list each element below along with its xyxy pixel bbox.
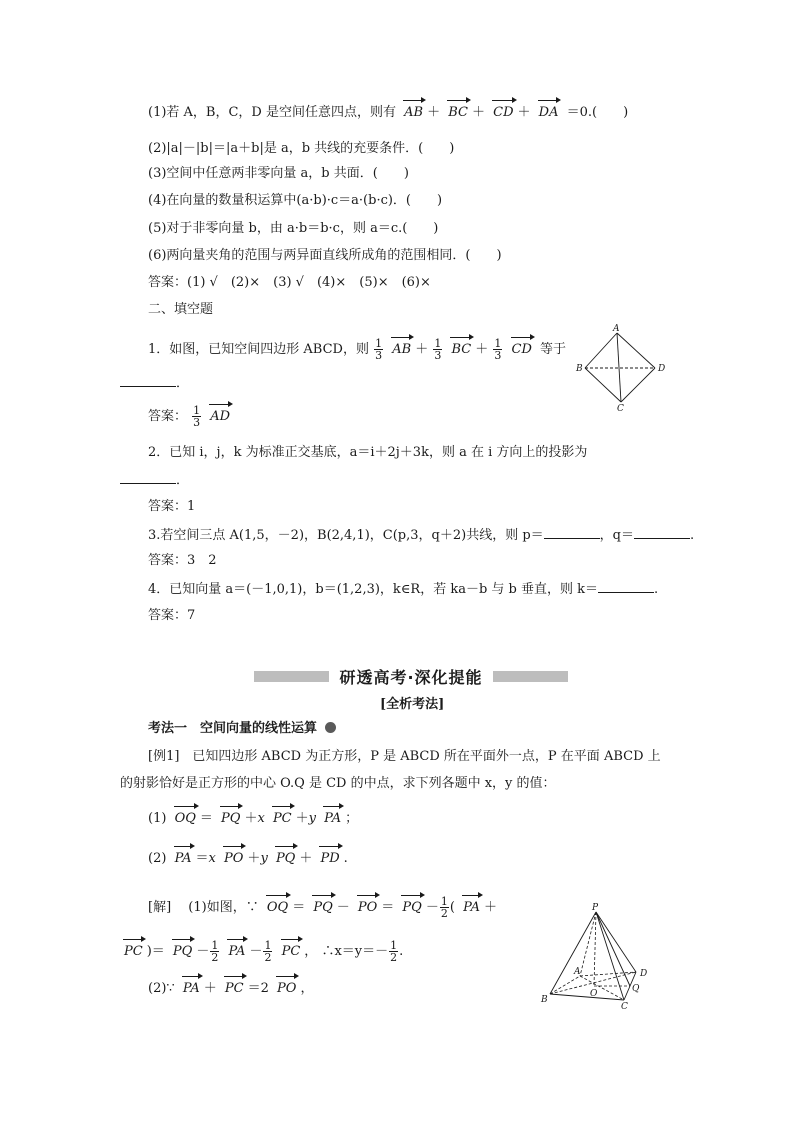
pyramid-label-p: P: [592, 903, 599, 913]
diagram-label-c: C: [617, 404, 624, 414]
vector-da: DA: [538, 105, 559, 120]
vector-pq: PQ: [275, 851, 296, 866]
section-subtitle: [全析考法]: [380, 697, 445, 712]
fill-heading: 二、填空题: [148, 302, 214, 317]
bullet-dot-icon: [325, 722, 336, 733]
pyramid-label-a: A: [574, 967, 581, 977]
vector-pa: PA: [174, 851, 192, 866]
judge-q6: (6)两向量夹角的范围与两异面直线所成角的范围相同．( ): [148, 248, 502, 263]
example-eq1: (1) OQ ＝ PQ ＋x PC ＋y PA ；: [148, 811, 359, 826]
diagram-label-a: A: [613, 324, 620, 334]
pyramid-label-b: B: [541, 995, 548, 1005]
fraction-one-third: $\frac{1}{3}$: [193, 404, 201, 429]
banner-bar-left: [254, 671, 329, 682]
vector-bc: BC: [448, 105, 468, 120]
fill-q2-blank: ．: [120, 471, 189, 490]
vector-ab: AB: [392, 342, 412, 357]
vector-pd: PD: [320, 851, 340, 866]
banner-bar-right: [493, 671, 568, 682]
example-eq2: (2) PA ＝x PO ＋y PQ ＋ PD .: [148, 851, 348, 866]
section-banner: [254, 664, 568, 688]
fill-q1-suffix: 等于: [540, 342, 567, 357]
fill-q1-blank: ．: [120, 374, 189, 393]
example-line2: 的射影恰好是正方形的中心 O.Q 是 CD 的中点，求下列各题中 x，y 的值：: [120, 776, 556, 791]
quadrilateral-diagram: [573, 322, 673, 414]
judge-q3: (3)空间中任意两非零向量 a，b 共面．( ): [148, 166, 409, 181]
vector-ad: AD: [210, 409, 231, 424]
judge-q4: (4)在向量的数量积运算中(a·b)·c＝a·(b·c)．( ): [148, 193, 443, 208]
fill-q4: 4．已知向量 a＝(－1,0,1)，b＝(1,2,3)，k∈R，若 ka－b 与 b 垂直，则 k＝ .: [148, 582, 659, 597]
vector-po: PO: [224, 851, 244, 866]
method-heading: 考法一 空间向量的线性运算: [148, 720, 336, 738]
fill-q1-text: 1．如图，已知空间四边形 ABCD，则: [148, 342, 369, 357]
judge-q1-text: (1)若 A，B，C，D 是空间任意四点，则有: [148, 105, 396, 120]
fill-answer1: 答案： $\frac{1}{3}$ AD: [148, 404, 231, 429]
fill-answer3: 答案：3 2: [148, 553, 217, 568]
fill-q2: 2．已知 i，j，k 为标准正交基底，a＝i＋2j＋3k，则 a 在 i 方向上的投影为: [148, 445, 588, 460]
vector-oq: OQ: [174, 811, 196, 826]
fraction-one-third: $\frac{1}{3}$: [375, 337, 383, 362]
fill-answer2: 答案：1: [148, 499, 196, 514]
pyramid-label-q: Q: [632, 984, 640, 994]
solution-line1: [解] (1)如图，∵ OQ ＝ PQ － PO ＝ PQ － $\frac{1}{2}$ ( PA ＋: [148, 895, 498, 920]
solution-line2: PC )＝ PQ － $\frac{1}{2}$ PA － $\frac{1}{2}$ PC ， ∴x＝y＝－ $\frac{1}{2}$ .: [124, 939, 404, 964]
judge-answer: 答案：(1) √ (2)× (3) √ (4)× (5)× (6)×: [148, 275, 431, 290]
fill-q3: 3.若空间三点 A(1,5，－2)，B(2,4,1)，C(p,3，q＋2)共线，则 p＝ ，q＝ .: [148, 528, 695, 543]
solution-line3: (2)∵ PA ＋ PC ＝2 PO ，: [148, 981, 314, 996]
fill-q1: 1．如图，已知空间四边形 ABCD，则 $\frac{1}{3}$ AB ＋ $\frac{1}{3}$ BC ＋ $\frac{1}{3}$ CD 等于: [148, 337, 567, 362]
judge-q1: (1)若 A，B，C，D 是空间任意四点，则有 AB ＋ BC ＋ CD ＋ DA ＝0.( ): [148, 105, 629, 120]
section-title: 研透高考·深化提能: [339, 667, 483, 687]
judge-q1-suffix: ＝0.( ): [566, 105, 629, 120]
fraction-one-third: $\frac{1}{3}$: [494, 337, 502, 362]
pyramid-label-c: C: [621, 1002, 628, 1010]
diagram-label-b: B: [576, 364, 583, 374]
vector-pc: PC: [272, 811, 292, 826]
vector-pq: PQ: [221, 811, 241, 826]
example-line1: [例1] 已知四边形 ABCD 为正方形，P 是 ABCD 所在平面外一点，P 在平面 ABCD 上: [148, 749, 661, 764]
pyramid-diagram: [536, 900, 666, 1010]
vector-bc: BC: [451, 342, 472, 357]
diagram-label-d: D: [658, 364, 666, 374]
pyramid-label-d: D: [640, 969, 648, 979]
vector-ab: AB: [404, 105, 424, 120]
judge-q5: (5)对于非零向量 b，由 a·b＝b·c，则 a＝c.( ): [148, 221, 439, 236]
pyramid-label-o: O: [590, 989, 598, 999]
fraction-one-third: $\frac{1}{3}$: [434, 337, 442, 362]
vector-cd: CD: [493, 105, 514, 120]
fill-answer4: 答案：7: [148, 608, 196, 623]
judge-q2: (2)|a|－|b|＝|a＋b|是 a，b 共线的充要条件．( ): [148, 141, 455, 156]
vector-cd: CD: [511, 342, 532, 357]
vector-pa: PA: [324, 811, 342, 826]
